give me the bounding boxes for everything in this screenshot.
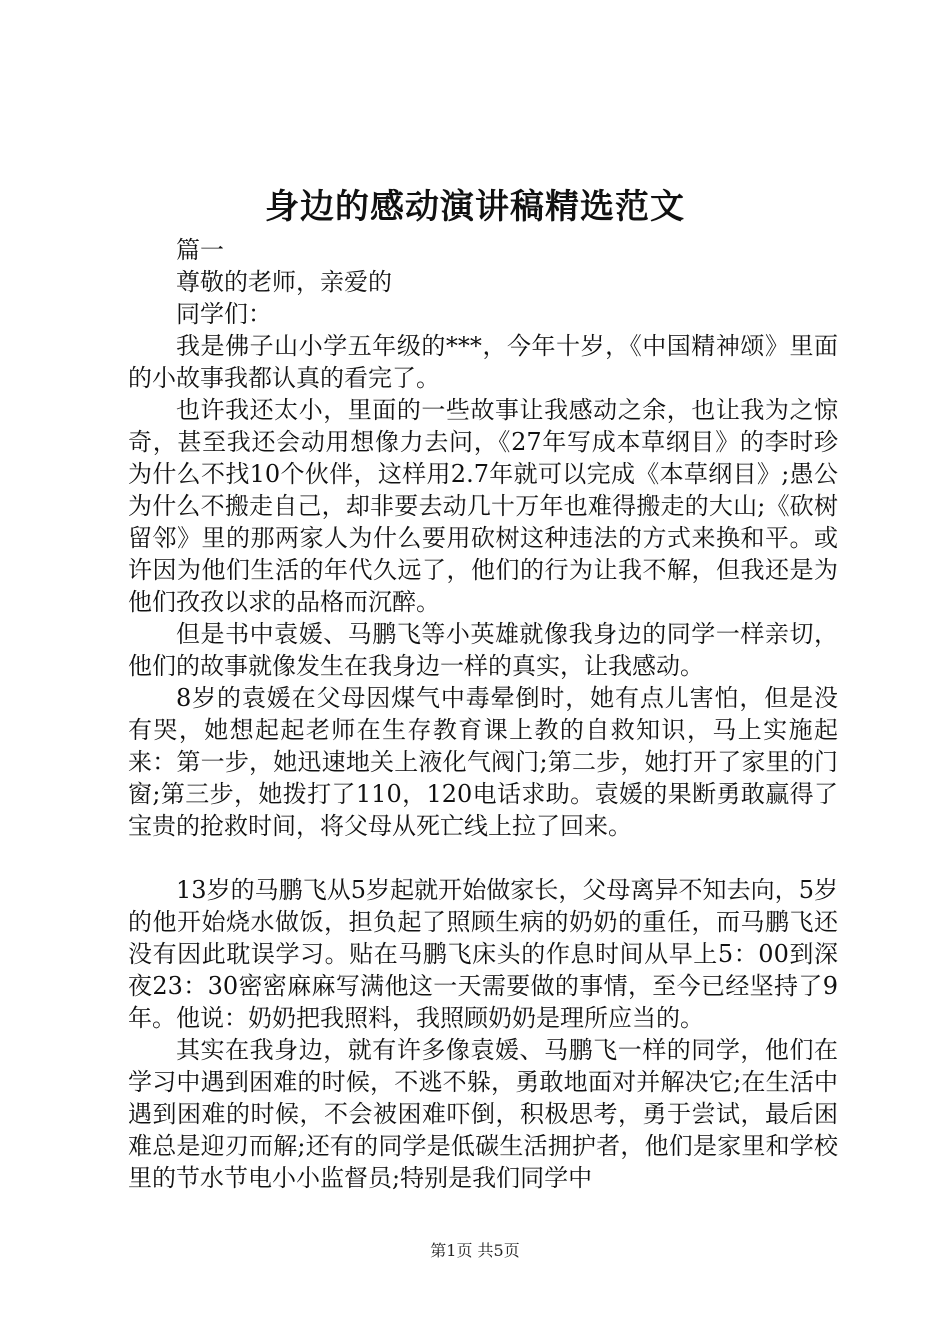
salutation-line-2: 同学们： [176, 300, 272, 328]
paragraph-mapengfei: 13岁的马鹏飞从5岁起就开始做家长，父母离异不知去向，5岁的他开始烧水做饭，担负起了照顾生病的奶奶的重任，而马鹏飞还没有因此耽误学习。贴在马鹏飞床头的作息时间从早上5：00到深夜23：30密密麻麻写满他这一天需要做的事情，至今已经坚持了9年。他说：奶奶把我照料，我照顾奶奶是理所应当的。 [128, 876, 838, 1032]
page-number-footer: 第1页 共5页 [430, 1241, 520, 1260]
paragraph-classmates: 其实在我身边，就有许多像袁媛、马鹏飞一样的同学，他们在学习中遇到困难的时候，不逃不躲，勇敢地面对并解决它;在生活中遇到困难的时候，不会被困难吓倒，积极思考，勇于尝试，最后困难总是迎刃而解;还有的同学是低碳生活拥护者，他们是家里和学校里的节水节电小小监督员;特别是我们同学中 [128, 1036, 838, 1192]
section-heading: 篇一 [176, 236, 224, 264]
document-body [128, 234, 838, 1194]
paragraph-intro: 我是佛子山小学五年级的***，今年十岁，《中国精神颂》里面的小故事我都认真的看完了。 [128, 332, 838, 392]
document-title: 身边的感动演讲稿精选范文 [265, 187, 685, 227]
paragraph-yuanyuan: 8岁的袁媛在父母因煤气中毒晕倒时，她有点儿害怕，但是没有哭，她想起起老师在生存教育课上教的自救知识，马上实施起来：第一步，她迅速地关上液化气阀门;第二步，她打开了家里的门窗;第三步，她拨打了110，120电话求助。袁媛的果断勇敢赢得了宝贵的抢救时间，将父母从死亡线上拉了回来。 [128, 684, 838, 840]
salutation-line-1: 尊敬的老师，亲爱的 [176, 268, 392, 296]
paragraph-wonder: 也许我还太小，里面的一些故事让我感动之余，也让我为之惊奇，甚至我还会动用想像力去问，《27年写成本草纲目》的李时珍为什么不找10个伙伴，这样用2.7年就可以完成《本草纲目》;愚公为什么不搬走自己，却非要去动几十万年也难得搬走的大山;《砍树留邻》里的那两家人为什么要用砍树这种违法的方式来换和平。或许因为他们生活的年代久远了，他们的行为让我不解，但我还是为他们孜孜以求的品格而沉醉。 [128, 396, 838, 616]
paragraph-heroes: 但是书中袁媛、马鹏飞等小英雄就像我身边的同学一样亲切，他们的故事就像发生在我身边一样的真实，让我感动。 [128, 620, 838, 680]
